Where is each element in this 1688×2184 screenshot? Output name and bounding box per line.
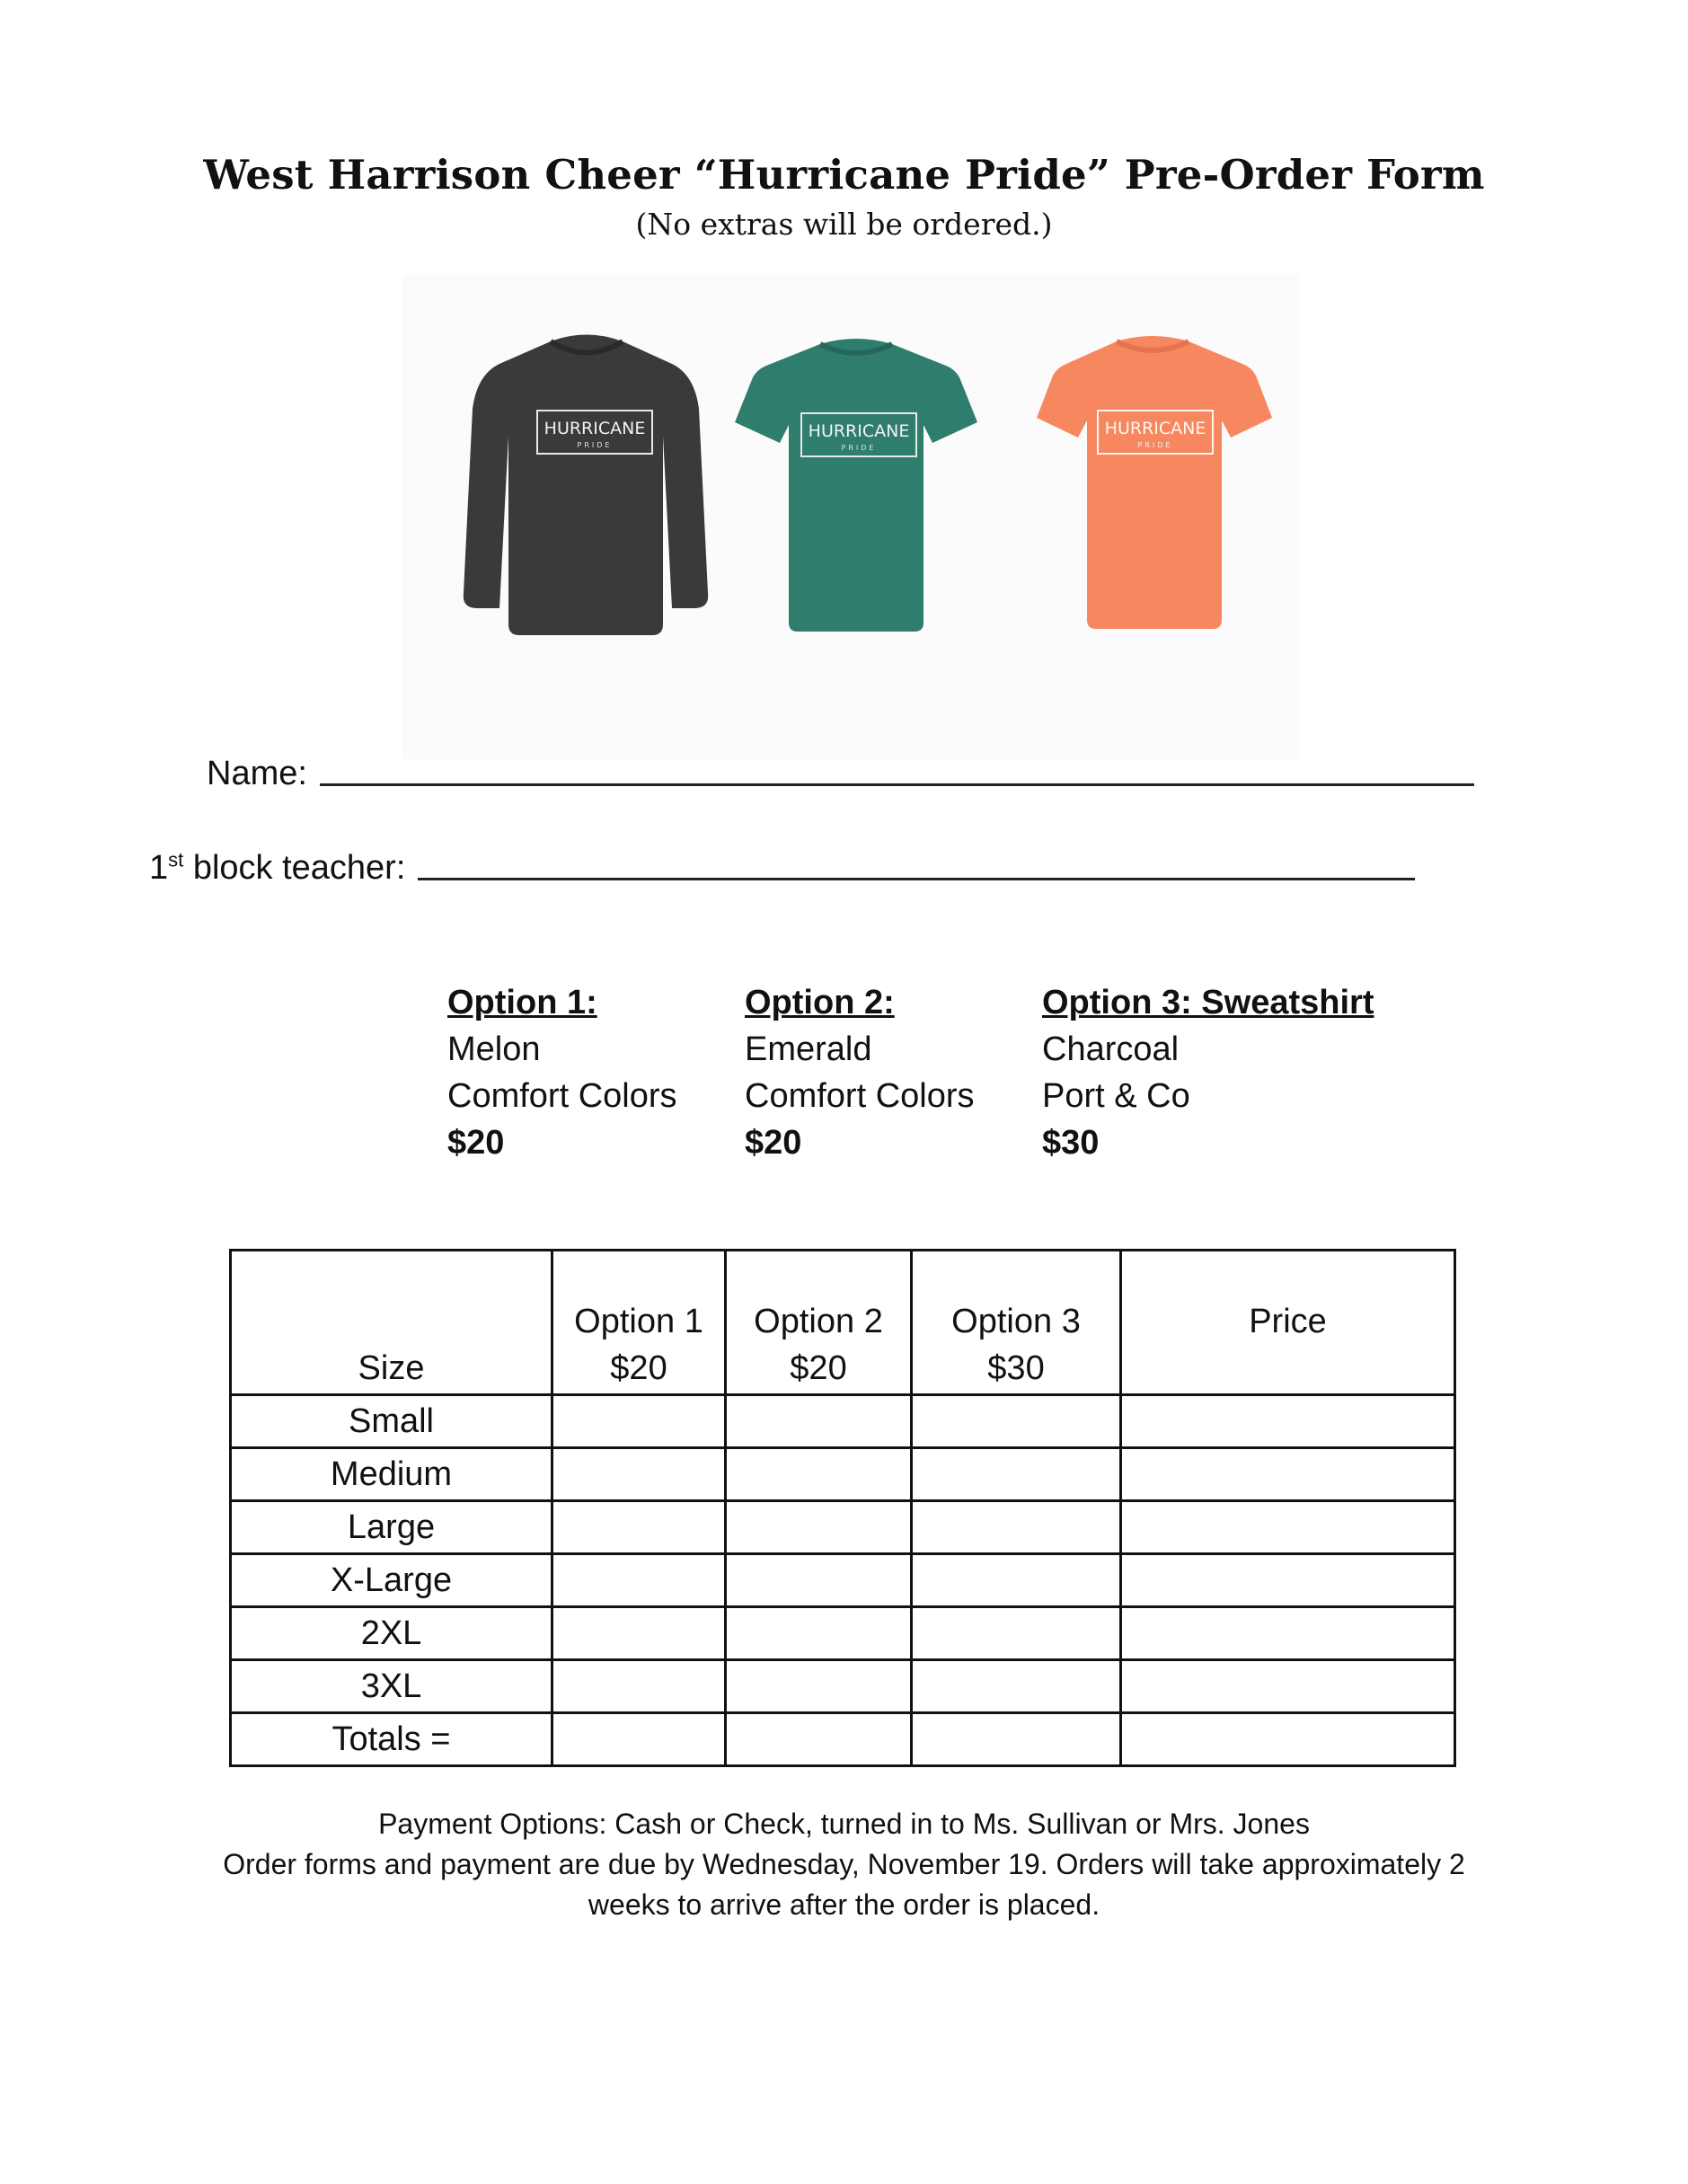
size-label: X-Large [231, 1554, 552, 1607]
size-label: Large [231, 1501, 552, 1554]
garment-body [1037, 336, 1272, 629]
garment-body [464, 335, 708, 636]
product-photo [402, 274, 1301, 759]
quantity-cell[interactable] [726, 1448, 912, 1501]
footer-line-1: Payment Options: Cash or Check, turned in to Ms. Sullivan or Mrs. Jones [378, 1808, 1310, 1840]
quantity-cell[interactable] [552, 1660, 726, 1713]
quantity-cell[interactable] [1121, 1395, 1455, 1448]
option-color: Emerald [745, 1030, 872, 1068]
quantity-cell[interactable] [552, 1501, 726, 1554]
quantity-cell[interactable] [726, 1501, 912, 1554]
teacher-blank-line[interactable] [418, 877, 1415, 880]
quantity-cell[interactable] [1121, 1448, 1455, 1501]
emerald-tshirt-image [735, 339, 977, 632]
quantity-cell[interactable] [912, 1501, 1121, 1554]
teacher-field[interactable] [149, 849, 1415, 888]
option-color: Charcoal [1042, 1030, 1180, 1068]
option-brand: Comfort Colors [447, 1077, 677, 1115]
page-subtitle: (No extras will be ordered.) [635, 207, 1053, 242]
quantity-cell[interactable] [726, 1554, 912, 1607]
name-label: Name: [207, 755, 307, 792]
quantity-cell[interactable] [912, 1554, 1121, 1607]
print-top: HURRICANE [1104, 419, 1206, 438]
print-bottom: PRIDE [1137, 441, 1173, 449]
size-label: 2XL [231, 1607, 552, 1660]
quantity-cell[interactable] [552, 1554, 726, 1607]
table-row [231, 1713, 1455, 1766]
quantity-cell[interactable] [552, 1713, 726, 1766]
footer-line-2: Order forms and payment are due by Wednesday, November 19. Orders will take approximately 2 [223, 1848, 1465, 1880]
column-header: Size [231, 1251, 552, 1395]
table-row [231, 1660, 1455, 1713]
quantity-cell[interactable] [912, 1395, 1121, 1448]
column-header: Option 2 $20 [726, 1251, 912, 1395]
table-header-row [231, 1251, 1455, 1395]
size-label: Totals = [231, 1713, 552, 1766]
print-top: HURRICANE [544, 419, 646, 438]
option-color: Melon [447, 1030, 541, 1068]
payment-info [0, 1804, 1688, 1925]
quantity-cell[interactable] [552, 1607, 726, 1660]
table-row [231, 1395, 1455, 1448]
column-header: Price [1121, 1251, 1455, 1395]
page-title: West Harrison Cheer “Hurricane Pride” Pre-Order Form [203, 151, 1485, 199]
print-top: HURRICANE [808, 421, 910, 441]
quantity-cell[interactable] [1121, 1501, 1455, 1554]
option-2-info [745, 979, 975, 1166]
quantity-cell[interactable] [552, 1395, 726, 1448]
quantity-cell[interactable] [1121, 1554, 1455, 1607]
garment-body [735, 339, 977, 632]
quantity-cell[interactable] [1121, 1713, 1455, 1766]
quantity-cell[interactable] [912, 1607, 1121, 1660]
quantity-cell[interactable] [726, 1713, 912, 1766]
quantity-cell[interactable] [726, 1395, 912, 1448]
teacher-label: 1st block teacher: [149, 848, 406, 887]
order-table [229, 1249, 1456, 1767]
quantity-cell[interactable] [726, 1607, 912, 1660]
option-heading: Option 3: Sweatshirt [1042, 984, 1374, 1021]
name-field[interactable] [207, 755, 1474, 793]
quantity-cell[interactable] [1121, 1607, 1455, 1660]
print-bottom: PRIDE [841, 444, 877, 452]
quantity-cell[interactable] [912, 1448, 1121, 1501]
table-row [231, 1607, 1455, 1660]
option-brand: Comfort Colors [745, 1077, 975, 1115]
melon-tshirt-image [1037, 336, 1272, 629]
print-bottom: PRIDE [577, 441, 613, 449]
column-header: Option 1 $20 [552, 1251, 726, 1395]
option-price: $20 [447, 1124, 505, 1162]
column-header: Option 3 $30 [912, 1251, 1121, 1395]
size-label: Small [231, 1395, 552, 1448]
size-label: Medium [231, 1448, 552, 1501]
size-label: 3XL [231, 1660, 552, 1713]
quantity-cell[interactable] [552, 1448, 726, 1501]
table-row [231, 1554, 1455, 1607]
option-1-info [447, 979, 677, 1166]
quantity-cell[interactable] [912, 1713, 1121, 1766]
quantity-cell[interactable] [912, 1660, 1121, 1713]
sweatshirt-image [464, 335, 708, 636]
option-heading: Option 1: [447, 984, 597, 1021]
option-heading: Option 2: [745, 984, 895, 1021]
quantity-cell[interactable] [1121, 1660, 1455, 1713]
table-row [231, 1448, 1455, 1501]
footer-line-3: weeks to arrive after the order is placed. [588, 1888, 1100, 1921]
name-blank-line[interactable] [320, 783, 1474, 786]
option-brand: Port & Co [1042, 1077, 1190, 1115]
option-price: $30 [1042, 1124, 1100, 1162]
table-row [231, 1501, 1455, 1554]
quantity-cell[interactable] [726, 1660, 912, 1713]
option-3-info [1042, 979, 1374, 1166]
option-price: $20 [745, 1124, 802, 1162]
